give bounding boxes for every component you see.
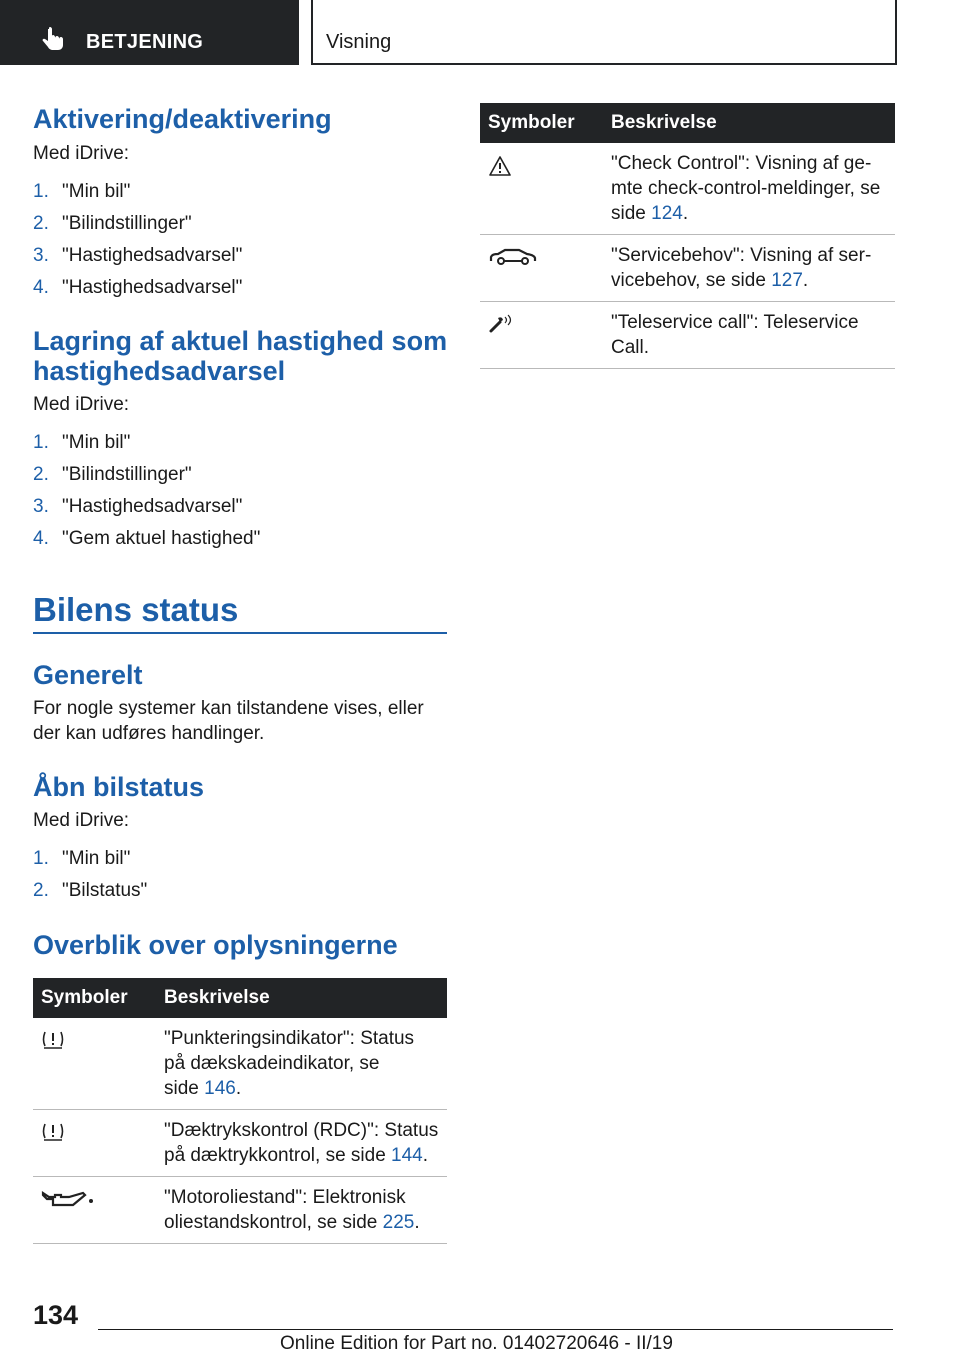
page-link[interactable]: 146 bbox=[204, 1078, 236, 1099]
list-item: "Min bil" bbox=[62, 848, 131, 869]
heading-overblik: Overblik over oplysningerne bbox=[33, 930, 398, 960]
heading-bilens-status: Bilens status bbox=[33, 591, 239, 628]
list-number: 4. bbox=[33, 277, 49, 298]
table-row bbox=[480, 302, 895, 369]
description-cell: "Motoroliestand": Elektronisk oliestandskontrol, se side 225. bbox=[156, 1177, 447, 1244]
list-number: 1. bbox=[33, 848, 49, 869]
heading-aktivering: Aktivering/deaktivering bbox=[33, 104, 332, 134]
intro-lagring: Med iDrive: bbox=[33, 394, 130, 415]
column-header-beskrivelse: Beskrivelse bbox=[603, 103, 895, 143]
page-link[interactable]: 144 bbox=[391, 1145, 423, 1166]
description-cell: "Servicebehov": Visning af ser- vicebehov, se side 127. bbox=[603, 235, 895, 302]
list-item: "Hastighedsadvarsel" bbox=[62, 496, 243, 517]
table-row bbox=[480, 235, 895, 302]
intro-aktivering: Med iDrive: bbox=[33, 143, 130, 164]
page-link[interactable]: 127 bbox=[771, 270, 803, 291]
description-cell: "Teleservice call": Teleservice Call. bbox=[603, 302, 895, 369]
symbol-cell bbox=[33, 1110, 156, 1177]
column-header-symboler: Symboler bbox=[480, 103, 603, 143]
tire-pressure-icon bbox=[41, 1122, 65, 1142]
symbol-cell bbox=[33, 1018, 156, 1110]
car-icon bbox=[488, 247, 538, 267]
list-item: "Hastighedsadvarsel" bbox=[62, 245, 243, 266]
table-row bbox=[480, 143, 895, 235]
heading-lagring-line2: hastighedsadvarsel bbox=[33, 356, 286, 386]
description-cell: "Check Control": Visning af ge- mte check-control-meldinger, se side 124. bbox=[603, 143, 895, 235]
list-number: 3. bbox=[33, 245, 49, 266]
table-row bbox=[33, 1110, 447, 1177]
generelt-line1: For nogle systemer kan tilstandene vises, eller bbox=[33, 698, 424, 719]
list-number: 2. bbox=[33, 880, 49, 901]
tire-warning-icon bbox=[41, 1030, 65, 1050]
heading-generelt: Generelt bbox=[33, 660, 143, 690]
subsection-title: Visning bbox=[326, 31, 392, 53]
symbol-cell bbox=[33, 1177, 156, 1244]
symbol-cell bbox=[480, 143, 603, 235]
table-row bbox=[33, 1177, 447, 1244]
warning-triangle-icon bbox=[488, 155, 512, 177]
list-item: "Bilindstillinger" bbox=[62, 464, 192, 485]
section-tab bbox=[0, 0, 299, 65]
intro-abn: Med iDrive: bbox=[33, 810, 130, 831]
list-number: 1. bbox=[33, 432, 49, 453]
footer-edition: Online Edition for Part no. 01402720646 - II/19 bbox=[280, 1333, 673, 1354]
table-header-row bbox=[480, 103, 895, 143]
list-number: 2. bbox=[33, 213, 49, 234]
list-number: 2. bbox=[33, 464, 49, 485]
table-row bbox=[33, 1018, 447, 1110]
symbols-table-right bbox=[480, 103, 895, 369]
description-cell: "Punkteringsindikator": Status på dækskadeindikator, se side 146. bbox=[156, 1018, 447, 1110]
symbol-cell bbox=[480, 235, 603, 302]
list-item: "Hastighedsadvarsel" bbox=[62, 277, 243, 298]
page-number: 134 bbox=[33, 1300, 79, 1330]
column-header-beskrivelse: Beskrivelse bbox=[156, 978, 447, 1018]
heading-rule bbox=[33, 632, 447, 634]
column-header-symboler: Symboler bbox=[33, 978, 156, 1018]
wrench-call-icon bbox=[488, 314, 516, 334]
oil-can-icon bbox=[41, 1189, 95, 1209]
subsection-tab bbox=[311, 0, 897, 65]
heading-abn-bilstatus: Åbn bilstatus bbox=[33, 772, 205, 802]
section-title: BETJENING bbox=[86, 31, 204, 53]
description-cell: "Dæktrykskontrol (RDC)": Status på dæktrykkontrol, se side 144. bbox=[156, 1110, 447, 1177]
page-link[interactable]: 225 bbox=[382, 1212, 415, 1233]
heading-lagring-line1: Lagring af aktuel hastighed som bbox=[33, 326, 448, 356]
table-header-row bbox=[33, 978, 447, 1018]
symbol-cell bbox=[480, 302, 603, 369]
generelt-line2: der kan udføres handlinger. bbox=[33, 723, 265, 744]
list-number: 3. bbox=[33, 496, 49, 517]
hand-pointer-icon bbox=[42, 27, 64, 53]
list-number: 4. bbox=[33, 528, 49, 549]
list-item: "Bilstatus" bbox=[62, 880, 148, 901]
page-link[interactable]: 124 bbox=[651, 203, 683, 224]
list-item: "Gem aktuel hastighed" bbox=[62, 528, 261, 549]
list-item: "Bilindstillinger" bbox=[62, 213, 192, 234]
list-item: "Min bil" bbox=[62, 432, 131, 453]
footer-rule bbox=[98, 1329, 893, 1330]
list-number: 1. bbox=[33, 181, 49, 202]
list-item: "Min bil" bbox=[62, 181, 131, 202]
symbols-table-left bbox=[33, 978, 447, 1244]
